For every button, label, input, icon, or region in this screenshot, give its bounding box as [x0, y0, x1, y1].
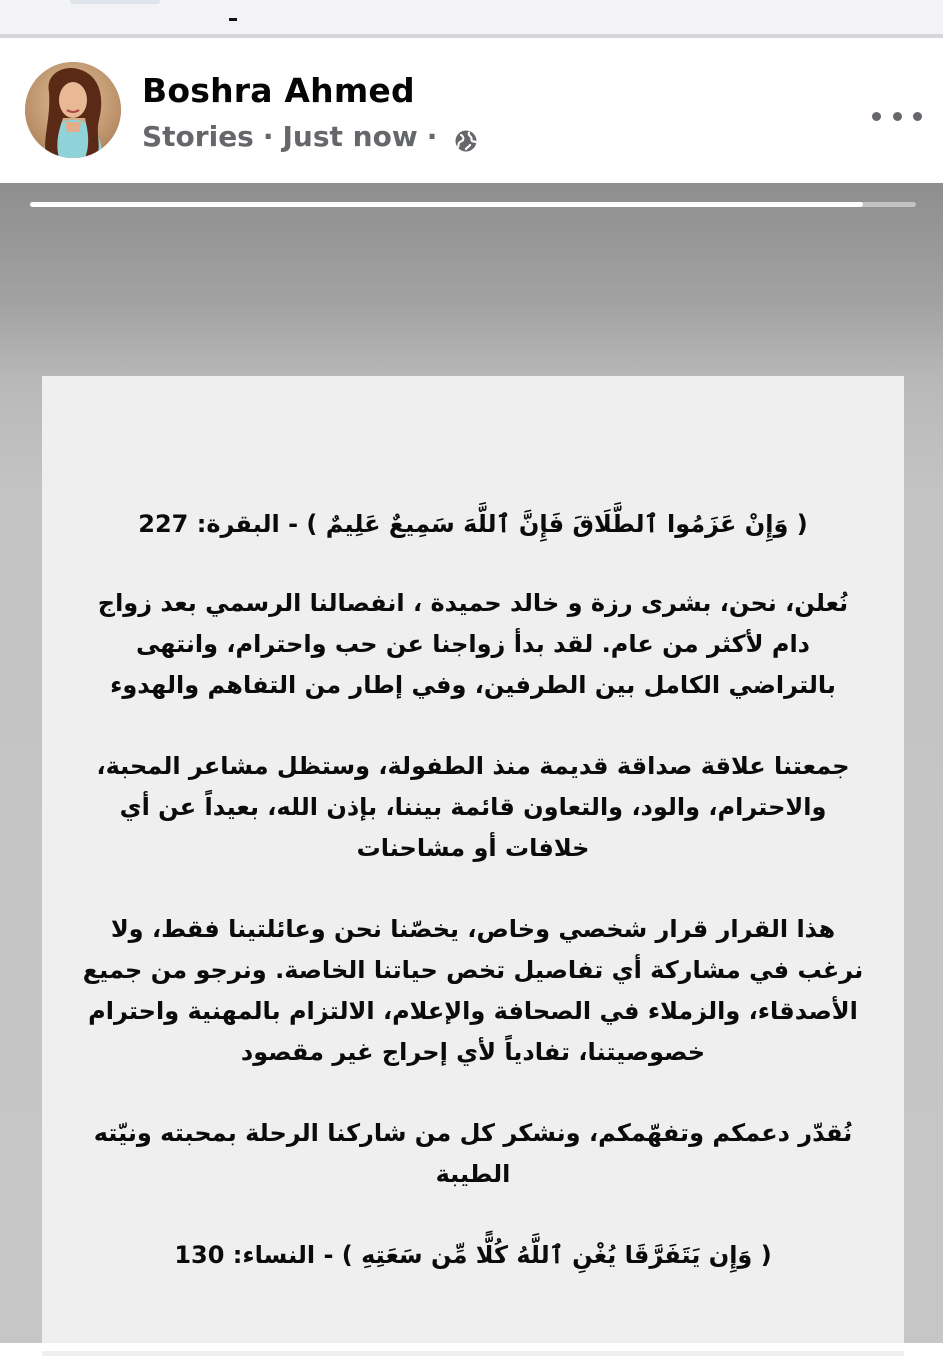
post-header [0, 38, 943, 183]
more-horizontal-icon [872, 112, 881, 121]
meta-separator: · [426, 120, 438, 153]
statement-paragraph: جمعتنا علاقة صداقة قديمة منذ الطفولة، وستظل مشاعر المحبة، والاحترام، والود، والتعاون قائمة بيننا، بإذن الله، بعيداً عن أي خلافات أو مشاحنات [96, 752, 850, 862]
statement-text [82, 504, 864, 1314]
author-name[interactable]: Boshra Ahmed [142, 71, 415, 110]
globe-icon[interactable] [454, 127, 478, 151]
statement-paragraph: نُقدّر دعمكم وتفهّمكم، ونشكر كل من شاركنا الرحلة بمحبته ونيّته الطيبة [93, 1119, 853, 1188]
more-dot [913, 112, 922, 121]
statement-paragraph: نُعلن، نحن، بشرى رزة و خالد حميدة ، انفصالنا الرسمي بعد زواج دام لأكثر من عام. لقد بدأ زواجنا عن حب واحترام، وانتهى بالتراضي الكامل بين الطرفين، وفي إطار من التفاهم والهدوء [97, 589, 849, 699]
avatar-image [25, 62, 121, 158]
statement-paragraph: هذا القرار قرار شخصي وخاص، يخصّنا نحن وعائلتينا فقط، ولا نرغب في مشاركة أي تفاصيل تخص حياتنا الخاصة. ونرجو من جميع الأصدقاء، والزملاء في الصحافة والإعلام، الالتزام بالمهنية واحترام خصوصيتنا، تفادياً لأي إحراج غير مقصود [82, 915, 864, 1066]
meta-separator: · [262, 120, 274, 153]
story-progress-bar [30, 202, 916, 207]
post-meta [142, 120, 478, 153]
closing-verse: ( وَإِن يَتَفَرَّقَا يُغْنِ ٱللَّهُ كُلًّا مِّن سَعَتِهِ ) - النساء: 130 [174, 1241, 772, 1269]
cursor-mark [229, 18, 237, 21]
statement-paper [42, 376, 904, 1356]
avatar[interactable] [25, 62, 121, 158]
opening-verse: ( وَإِنْ عَزَمُوا ٱلطَّلَاقَ فَإِنَّ ٱللَّهَ سَمِيعٌ عَلِيمٌ ) - البقرة: 227 [138, 510, 808, 538]
post-source[interactable]: Stories [142, 120, 254, 153]
app-top-strip [0, 0, 943, 34]
tab-indicator [70, 0, 160, 4]
post-time[interactable]: Just now [282, 120, 418, 153]
story-progress-fill [30, 202, 863, 207]
story-viewer[interactable] [0, 183, 943, 1343]
more-dot [893, 112, 902, 121]
bottom-edge [0, 1343, 943, 1351]
more-options-button[interactable] [872, 104, 922, 128]
